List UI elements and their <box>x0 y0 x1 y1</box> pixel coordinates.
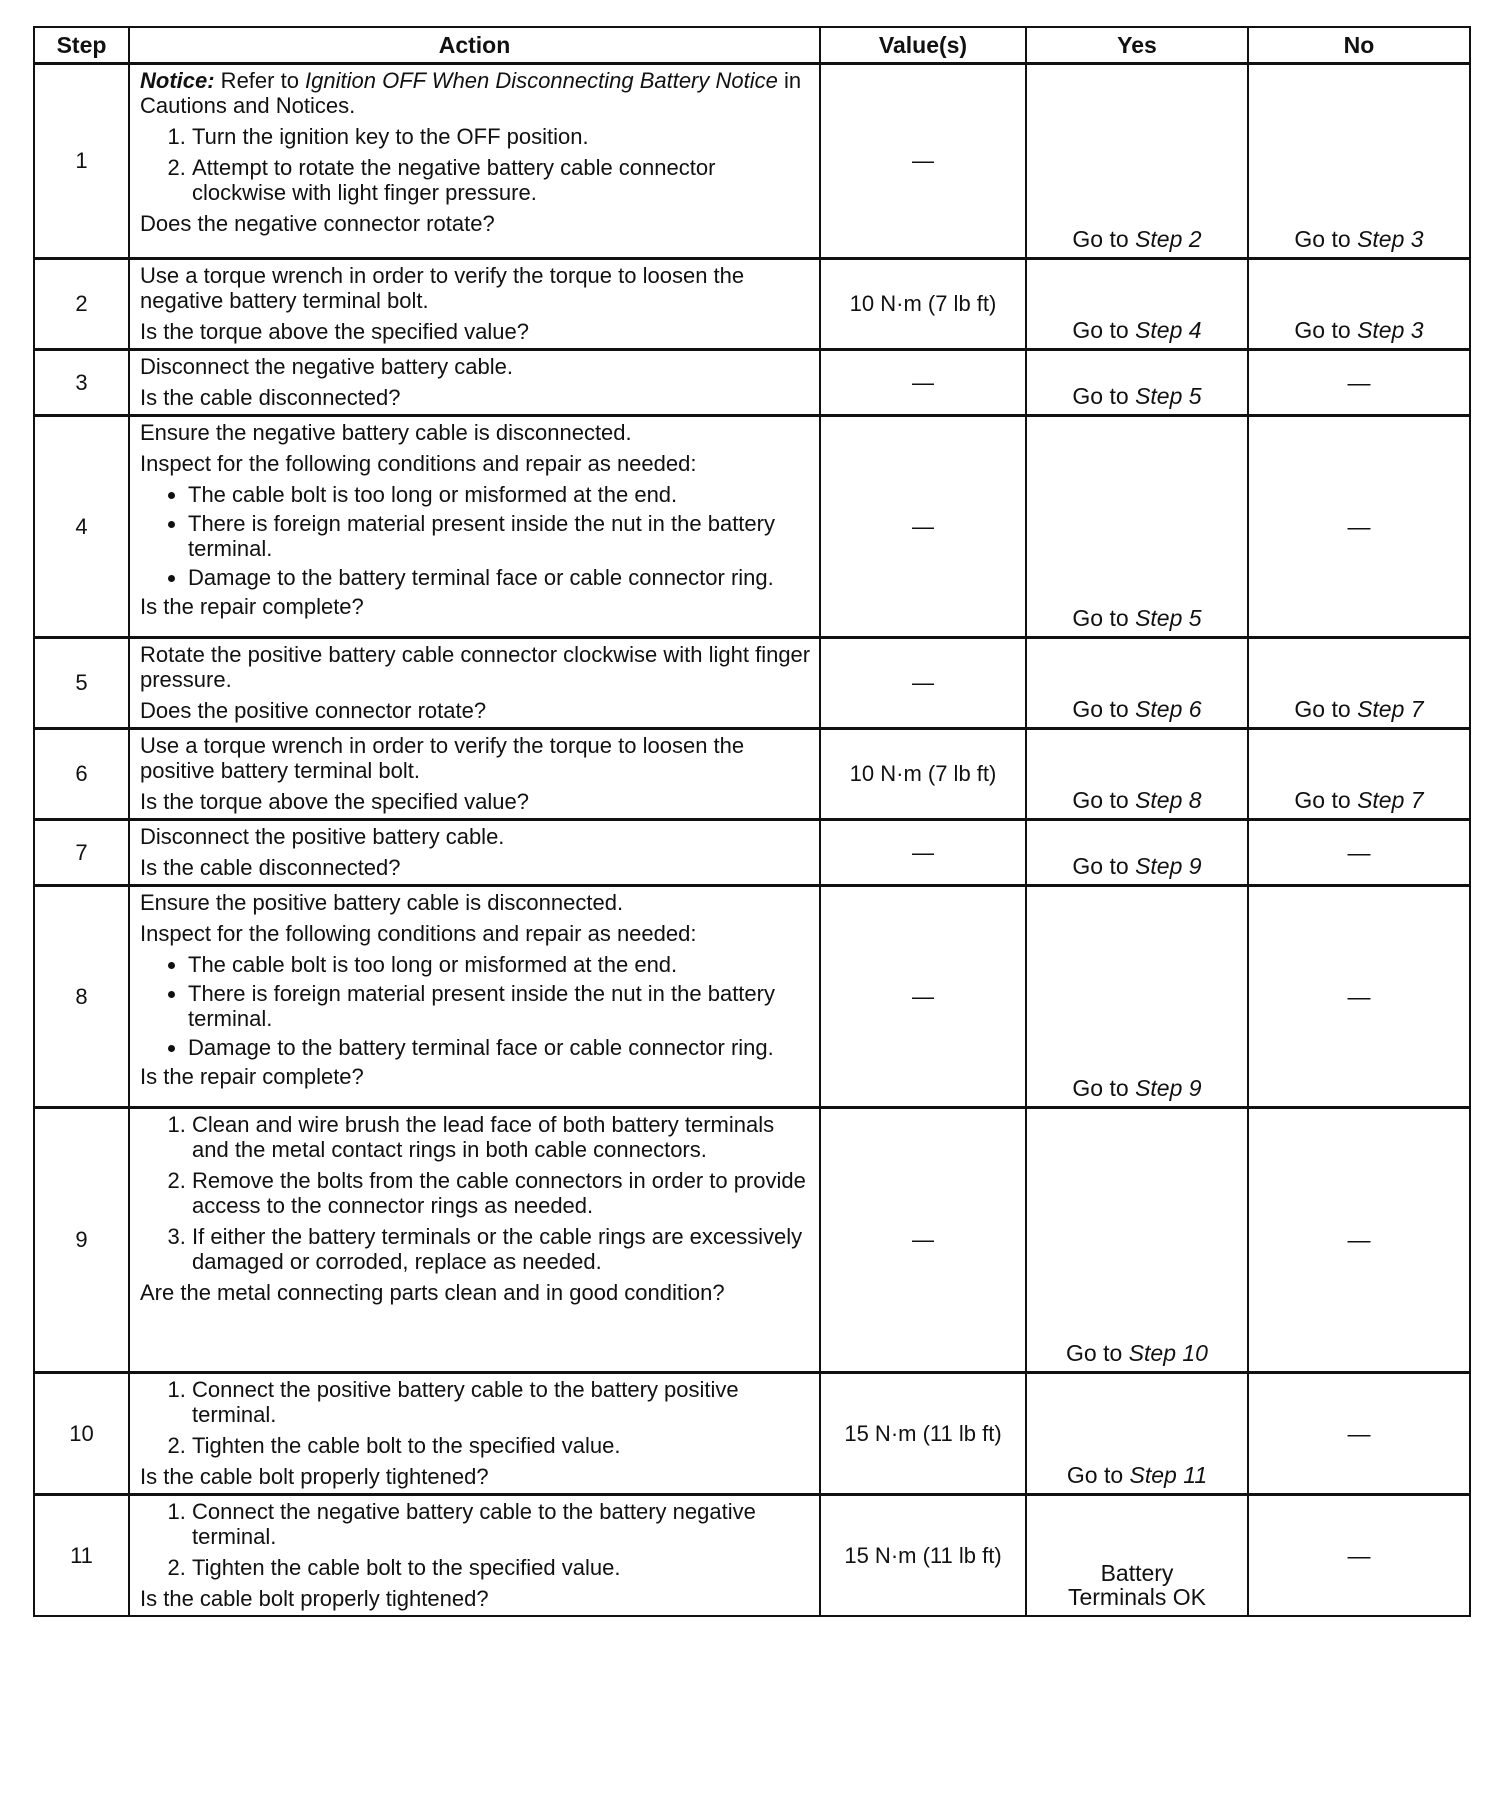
list-item: • Damage to the battery terminal face or cable connector ring. <box>188 565 811 590</box>
value-cell: — <box>820 416 1026 638</box>
list-item: 1. Clean and wire brush the lead face of both battery terminals and the metal contact rings in both cable connectors. <box>192 1112 811 1162</box>
no-cell <box>1248 1373 1470 1495</box>
step-number: 9 <box>34 1108 129 1373</box>
no-dash: — <box>1347 1542 1371 1568</box>
goto-prefix: Go to <box>1072 696 1136 722</box>
no-dash: — <box>1347 983 1371 1009</box>
goto-prefix: Go to <box>1072 787 1136 813</box>
yes-cell <box>1026 64 1248 259</box>
action-text: Inspect for the following conditions and repair as needed: <box>140 451 697 476</box>
list-item: 1. Turn the ignition key to the OFF position. <box>192 124 811 149</box>
yes-goto-link[interactable]: Step 8 <box>1135 787 1202 813</box>
no-cell <box>1248 1495 1470 1617</box>
header-action: Action <box>129 27 820 64</box>
action-cell <box>129 638 820 729</box>
value-cell: — <box>820 638 1026 729</box>
question: Is the cable bolt properly tightened? <box>140 1586 489 1611</box>
question: Are the metal connecting parts clean and in good condition? <box>140 1280 725 1305</box>
question: Is the torque above the specified value? <box>140 789 529 814</box>
question: Is the torque above the specified value? <box>140 319 529 344</box>
notice-link[interactable]: Ignition OFF When Disconnecting Battery Notice <box>305 68 778 93</box>
value-cell: — <box>820 350 1026 416</box>
no-cell <box>1248 1108 1470 1373</box>
goto-prefix: Go to <box>1072 1075 1136 1101</box>
yes-result: Battery Terminals OK <box>1067 1560 1207 1610</box>
no-cell <box>1248 820 1470 886</box>
notice <box>140 68 811 118</box>
step-number: 4 <box>34 416 129 638</box>
no-cell <box>1248 886 1470 1108</box>
table-row <box>34 886 1470 1108</box>
no-dash: — <box>1347 369 1371 395</box>
step-number: 1 <box>34 64 129 259</box>
yes-goto-link[interactable]: Step 6 <box>1135 696 1202 722</box>
no-cell <box>1248 259 1470 350</box>
table-row <box>34 416 1470 638</box>
goto-prefix: Go to <box>1072 317 1136 343</box>
table-row <box>34 350 1470 416</box>
goto-prefix: Go to <box>1072 605 1136 631</box>
action-cell <box>129 820 820 886</box>
action-text: Ensure the positive battery cable is disconnected. <box>140 890 624 915</box>
yes-goto-link[interactable]: Step 2 <box>1135 226 1202 252</box>
table-row <box>34 1495 1470 1617</box>
value-cell: — <box>820 64 1026 259</box>
list-item: • There is foreign material present inside the nut in the battery terminal. <box>188 981 811 1031</box>
table-row <box>34 1108 1470 1373</box>
step-number: 11 <box>34 1495 129 1617</box>
no-cell <box>1248 416 1470 638</box>
yes-goto-link[interactable]: Step 4 <box>1135 317 1202 343</box>
goto-prefix: Go to <box>1072 226 1136 252</box>
list-item: 1. Connect the negative battery cable to the battery negative terminal. <box>192 1499 811 1549</box>
yes-cell <box>1026 1108 1248 1373</box>
question: Is the cable bolt properly tightened? <box>140 1464 489 1489</box>
bullet-list <box>140 952 811 1060</box>
no-goto-link[interactable]: Step 7 <box>1357 787 1424 813</box>
goto-prefix: Go to <box>1294 787 1358 813</box>
action-cell <box>129 1373 820 1495</box>
header-no: No <box>1248 27 1470 64</box>
no-dash: — <box>1347 513 1371 539</box>
bullet-list <box>140 482 811 590</box>
list-item: • The cable bolt is too long or misformed at the end. <box>188 952 811 977</box>
yes-cell <box>1026 1495 1248 1617</box>
table-row <box>34 64 1470 259</box>
table-row <box>34 638 1470 729</box>
notice-text: Refer to <box>214 68 306 93</box>
list-item: • Damage to the battery terminal face or cable connector ring. <box>188 1035 811 1060</box>
action-text: Use a torque wrench in order to verify the torque to loosen the negative battery terminal bolt. <box>140 263 745 313</box>
list-item: 1. Connect the positive battery cable to the battery positive terminal. <box>192 1377 811 1427</box>
goto-prefix: Go to <box>1072 853 1136 879</box>
header-yes: Yes <box>1026 27 1248 64</box>
step-number: 8 <box>34 886 129 1108</box>
yes-goto-link[interactable]: Step 5 <box>1135 383 1202 409</box>
question: Is the repair complete? <box>140 1064 364 1089</box>
step-number: 7 <box>34 820 129 886</box>
question: Does the positive connector rotate? <box>140 698 487 723</box>
value-cell: 10 N·m (7 lb ft) <box>820 729 1026 820</box>
goto-prefix: Go to <box>1072 383 1136 409</box>
table-row <box>34 729 1470 820</box>
yes-goto-link[interactable]: Step 5 <box>1135 605 1202 631</box>
question: Is the cable disconnected? <box>140 855 401 880</box>
yes-cell <box>1026 1373 1248 1495</box>
list-item: 2. Remove the bolts from the cable connectors in order to provide access to the connector rings as needed. <box>192 1168 811 1218</box>
action-cell <box>129 1108 820 1373</box>
no-goto-link[interactable]: Step 3 <box>1357 226 1424 252</box>
no-cell <box>1248 638 1470 729</box>
question: Does the negative connector rotate? <box>140 211 495 236</box>
action-cell <box>129 1495 820 1617</box>
step-number: 5 <box>34 638 129 729</box>
question: Is the repair complete? <box>140 594 364 619</box>
list-item: • There is foreign material present inside the nut in the battery terminal. <box>188 511 811 561</box>
goto-prefix: Go to <box>1294 317 1358 343</box>
notice-label: Notice: <box>140 68 215 93</box>
header-step: Step <box>34 27 129 64</box>
yes-cell <box>1026 259 1248 350</box>
action-text: Disconnect the positive battery cable. <box>140 824 505 849</box>
list-item: • The cable bolt is too long or misformed at the end. <box>188 482 811 507</box>
numbered-list <box>140 1499 811 1580</box>
yes-cell <box>1026 729 1248 820</box>
step-number: 2 <box>34 259 129 350</box>
value-cell: — <box>820 886 1026 1108</box>
numbered-list <box>140 1377 811 1458</box>
table-row <box>34 1373 1470 1495</box>
action-text: Inspect for the following conditions and repair as needed: <box>140 921 697 946</box>
yes-goto-link[interactable]: Step 9 <box>1135 853 1202 879</box>
yes-goto-link[interactable]: Step 11 <box>1129 1462 1208 1488</box>
action-cell <box>129 729 820 820</box>
question: Is the cable disconnected? <box>140 385 401 410</box>
numbered-list <box>140 1112 811 1274</box>
list-item: 2. Attempt to rotate the negative battery cable connector clockwise with light finger pressure. <box>192 155 811 205</box>
step-number: 10 <box>34 1373 129 1495</box>
action-cell <box>129 259 820 350</box>
action-text: Rotate the positive battery cable connector clockwise with light finger pressure. <box>140 642 811 692</box>
yes-goto-link[interactable]: Step 9 <box>1135 1075 1202 1101</box>
no-goto-link[interactable]: Step 7 <box>1357 696 1424 722</box>
no-cell <box>1248 350 1470 416</box>
no-cell <box>1248 729 1470 820</box>
value-cell: 15 N·m (11 lb ft) <box>820 1373 1026 1495</box>
yes-cell <box>1026 416 1248 638</box>
table-row <box>34 259 1470 350</box>
header-values: Value(s) <box>820 27 1026 64</box>
action-cell <box>129 350 820 416</box>
list-item: 2. Tighten the cable bolt to the specified value. <box>192 1555 811 1580</box>
no-dash: — <box>1347 1420 1371 1446</box>
yes-goto-link[interactable]: Step 10 <box>1128 1340 1208 1366</box>
step-number: 6 <box>34 729 129 820</box>
value-cell: — <box>820 1108 1026 1373</box>
goto-prefix: Go to <box>1294 696 1358 722</box>
goto-prefix: Go to <box>1066 1462 1130 1488</box>
action-text: Disconnect the negative battery cable. <box>140 354 514 379</box>
value-cell: 15 N·m (11 lb ft) <box>820 1495 1026 1617</box>
action-text: Ensure the negative battery cable is disconnected. <box>140 420 632 445</box>
action-cell <box>129 416 820 638</box>
yes-cell <box>1026 820 1248 886</box>
yes-cell <box>1026 350 1248 416</box>
action-cell <box>129 64 820 259</box>
no-dash: — <box>1347 839 1371 865</box>
no-dash: — <box>1347 1226 1371 1253</box>
step-number: 3 <box>34 350 129 416</box>
header-row <box>34 27 1470 64</box>
yes-cell <box>1026 886 1248 1108</box>
diagnostic-table <box>33 26 1471 1617</box>
table-row <box>34 820 1470 886</box>
yes-cell <box>1026 638 1248 729</box>
value-cell: 10 N·m (7 lb ft) <box>820 259 1026 350</box>
list-item: 3. If either the battery terminals or the cable rings are excessively damaged or corroded, replace as needed. <box>192 1224 811 1274</box>
value-cell: — <box>820 820 1026 886</box>
action-text: Use a torque wrench in order to verify the torque to loosen the positive battery terminal bolt. <box>140 733 745 783</box>
numbered-list <box>140 124 811 205</box>
notice-text: in Cautions and Notices. <box>140 68 802 118</box>
list-item: 2. Tighten the cable bolt to the specified value. <box>192 1433 811 1458</box>
goto-prefix: Go to <box>1066 1340 1129 1366</box>
action-cell <box>129 886 820 1108</box>
no-cell <box>1248 64 1470 259</box>
goto-prefix: Go to <box>1294 226 1358 252</box>
no-goto-link[interactable]: Step 3 <box>1357 317 1424 343</box>
